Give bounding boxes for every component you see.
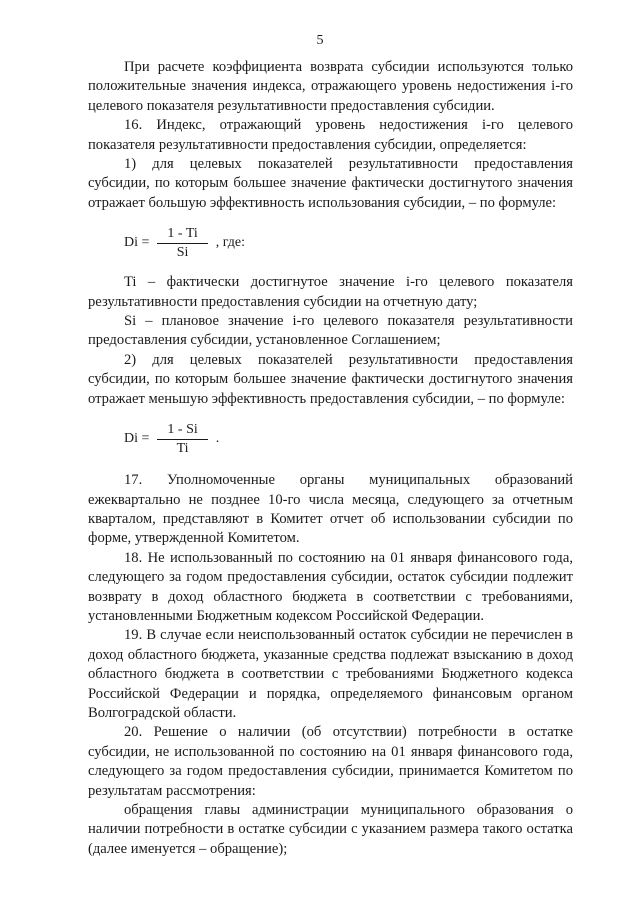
paragraph-20: 20. Решение о наличии (об отсутствии) потребности в остатке субсидии, не использованной по состоянию на 01 января финансового года, следующего за годом предоставления субсидии, принимается Комитетом по результатам рассмотрения:: [88, 724, 573, 799]
formula-2-numerator: 1 - Si: [157, 422, 207, 440]
definition-si: Si – плановое значение i-го целевого показателя результативности предоставления субсидии, установленное Соглашением;: [88, 313, 573, 349]
formula-2-fraction: [157, 422, 207, 457]
formula-1-denominator: Si: [176, 244, 189, 260]
formula-1: [88, 221, 573, 265]
paragraph-18: 18. Не использованный по состоянию на 01 января финансового года, следующего за годом предоставления субсидии, остаток субсидии подлежит возврату в доход областного бюджета в соответствии с требованиями, установленными Бюджетным кодексом Российской Федерации.: [88, 549, 573, 624]
formula-2-denominator: Ti: [176, 440, 189, 456]
definition-ti: Ti – фактически достигнутое значение i-го целевого показателя результативности предоставления субсидии на отчетную дату;: [88, 274, 573, 310]
formula-2-tail: .: [215, 431, 220, 447]
paragraph-19: 19. В случае если неиспользованный остаток субсидии не перечислен в доход областного бюджета, указанные средства подлежат взысканию в доход областного бюджета в соответствии с требованиями Бюджетного кодекса Российской Федерации и порядка, определяемого финансовым органом Волгоградской области.: [88, 627, 573, 721]
formula-1-fraction: [157, 226, 207, 261]
paragraph-16: 16. Индекс, отражающий уровень недостижения i-го целевого показателя результативности предоставления субсидии, определяется:: [88, 117, 573, 153]
paragraph-16-2: 2) для целевых показателей результативности предоставления субсидии, по которым большее значение фактически достигнутого значения отражает меньшую эффективность предоставления субсидии, – по формуле:: [88, 351, 573, 407]
paragraph-coefficient: При расчете коэффициента возврата субсидии используются только положительные значения индекса, отражающего уровень недостижения i-го целевого показателя результативности предоставления субсидии.: [88, 59, 573, 114]
page-number: 5: [316, 33, 324, 48]
formula-2: [88, 417, 573, 461]
paragraph-17: 17. Уполномоченные органы муниципальных образований ежеквартально не позднее 10-го числа месяца, следующего за отчетным кварталом, представляют в Комитет отчет об использовании субсидии по форме, утвержденной Комитетом.: [88, 472, 573, 547]
formula-1-lhs: Di =: [124, 235, 150, 251]
paragraph-16-1: 1) для целевых показателей результативности предоставления субсидии, по которым большее значение фактически достигнутого значения отражает большую эффективность использования субсидии, – по формуле:: [88, 156, 573, 211]
formula-1-numerator: 1 - Ti: [157, 226, 207, 244]
formula-1-tail: , где:: [215, 235, 246, 251]
paragraph-20-appeal: обращения главы администрации муниципального образования о наличии потребности в остатке субсидии с указанием размера такого остатка (далее именуется – обращение);: [88, 802, 573, 857]
formula-2-lhs: Di =: [124, 431, 150, 447]
document-body: [88, 58, 573, 859]
